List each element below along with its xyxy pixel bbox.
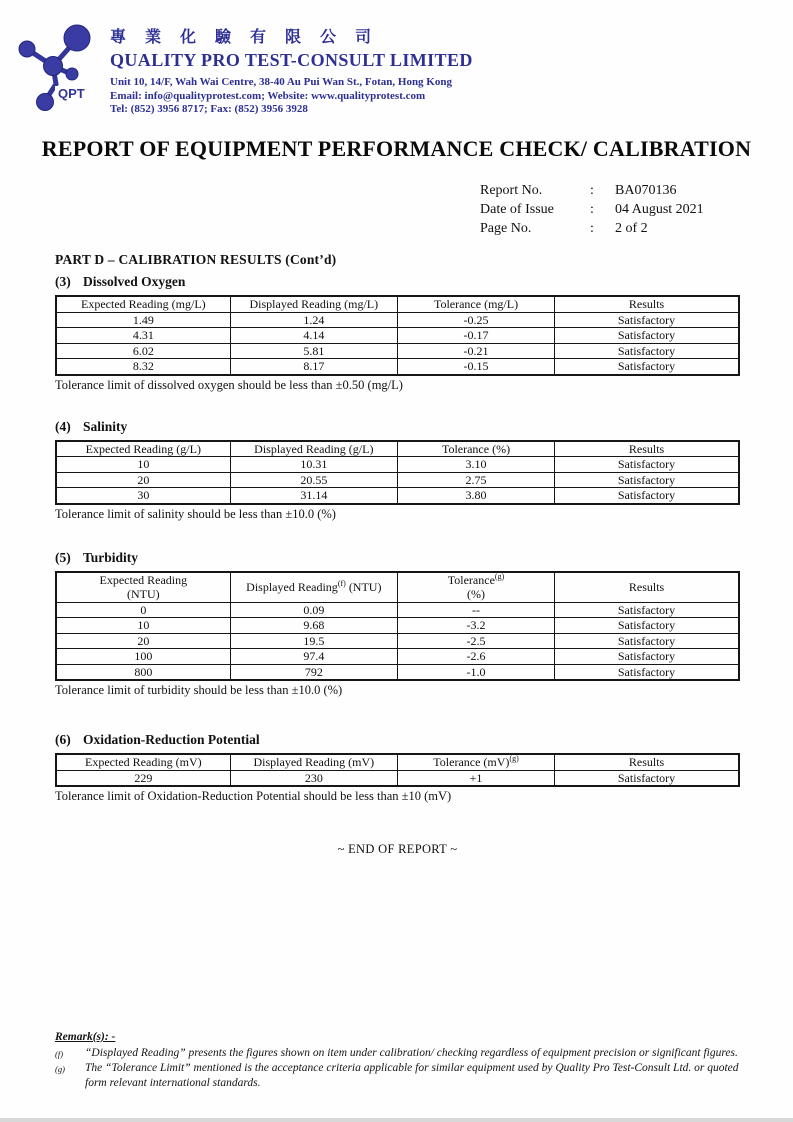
table-cell: Satisfactory <box>555 770 739 786</box>
table-cell: -2.5 <box>397 633 554 649</box>
table-cell: 100 <box>56 649 230 665</box>
section-title: Oxidation-Reduction Potential <box>83 732 260 747</box>
table-cell: Satisfactory <box>555 343 739 359</box>
table-cell: 19.5 <box>230 633 397 649</box>
logo-text: QPT <box>58 86 85 101</box>
data-row <box>56 649 739 665</box>
page-no-row <box>480 219 704 238</box>
data-row <box>56 312 739 328</box>
table-cell: Satisfactory <box>555 472 739 488</box>
table-cell: 30 <box>56 488 230 504</box>
column-header: Expected Reading (mV) <box>56 754 230 770</box>
table-cell: Satisfactory <box>555 664 739 680</box>
section-number: (3) <box>55 274 71 289</box>
table-cell: 0 <box>56 602 230 618</box>
data-row <box>56 457 739 473</box>
table-cell: 10 <box>56 457 230 473</box>
table-cell: 0.09 <box>230 602 397 618</box>
table-cell: 1.24 <box>230 312 397 328</box>
table-cell: 230 <box>230 770 397 786</box>
salinity-table <box>55 440 740 505</box>
table-cell: 229 <box>56 770 230 786</box>
table-cell: -0.21 <box>397 343 554 359</box>
tolerance-note: Tolerance limit of turbidity should be less than ±10.0 (%) <box>55 683 343 697</box>
data-row <box>56 633 739 649</box>
remark-text: The “Tolerance Limit” mentioned is the acceptance criteria applicable for similar equipment used by Quality Pro Test-Consult Ltd. or quoted form relevant international standards. <box>85 1062 739 1089</box>
company-name-english: QUALITY PRO TEST-CONSULT LIMITED <box>110 50 473 70</box>
remarks-block <box>55 1030 745 1090</box>
data-row <box>56 359 739 375</box>
section-turbidity <box>55 550 740 699</box>
report-no-label: Report No. <box>480 183 543 198</box>
table-cell: +1 <box>397 770 554 786</box>
table-cell: -3.2 <box>397 618 554 634</box>
table-cell: 20 <box>56 633 230 649</box>
page-no-label: Page No. <box>480 221 532 236</box>
table-cell: 3.80 <box>397 488 554 504</box>
remark-marker: (g) <box>55 1064 65 1074</box>
table-cell: 20 <box>56 472 230 488</box>
data-row <box>56 488 739 504</box>
column-header: Results <box>555 572 739 603</box>
column-header: Displayed Reading (g/L) <box>230 441 397 457</box>
data-row <box>56 343 739 359</box>
section-number: (4) <box>55 418 71 434</box>
turbidity-table <box>55 571 740 682</box>
table-cell: Satisfactory <box>555 649 739 665</box>
date-of-issue-label: Date of Issue <box>480 202 554 217</box>
date-of-issue-value: 04 August 2021 <box>615 202 704 217</box>
table-cell: Satisfactory <box>555 602 739 618</box>
letterhead <box>6 8 106 117</box>
data-row <box>56 472 739 488</box>
orp-table <box>55 753 740 787</box>
company-address: Unit 10, 14/F, Wah Wai Centre, 38-40 Au Pui Wan St., Fotan, Hong Kong <box>110 76 452 88</box>
section-title: Turbidity <box>83 549 139 565</box>
data-row <box>56 328 739 344</box>
section-salinity <box>55 419 740 522</box>
table-cell: 8.17 <box>230 359 397 375</box>
header-row <box>56 441 739 457</box>
page-no-separator: : <box>590 221 594 236</box>
date-of-issue-row <box>480 200 704 219</box>
table-cell: -0.17 <box>397 328 554 344</box>
page-bottom-scan-edge <box>0 1118 793 1122</box>
table-cell: 8.32 <box>56 359 230 375</box>
table-cell: 4.14 <box>230 328 397 344</box>
column-header: Displayed Reading (mg/L) <box>230 296 397 312</box>
table-cell: Satisfactory <box>555 312 739 328</box>
table-cell: 1.49 <box>56 312 230 328</box>
company-name-chinese: 專業化驗有限公司 <box>110 29 391 46</box>
dissolved-oxygen-table <box>55 295 740 376</box>
report-no-row <box>480 181 704 200</box>
tolerance-note: Tolerance limit of Oxidation-Reduction Potential should be less than ±10 (mV) <box>55 789 452 803</box>
table-cell: -0.25 <box>397 312 554 328</box>
data-row <box>56 618 739 634</box>
remark-item-f <box>55 1046 745 1062</box>
column-header: Displayed Reading$^{(f)}$ (NTU) <box>230 572 397 603</box>
part-d-heading: PART D – CALIBRATION RESULTS (Cont’d) <box>55 252 337 267</box>
report-no-separator: : <box>590 183 594 198</box>
table-cell: 800 <box>56 664 230 680</box>
company-logo-icon <box>6 8 106 112</box>
table-cell: 97.4 <box>230 649 397 665</box>
data-row <box>56 770 739 786</box>
tolerance-note: Tolerance limit of dissolved oxygen should be less than ±0.50 (mg/L) <box>55 377 403 392</box>
table-cell: 4.31 <box>56 328 230 344</box>
section-title: Salinity <box>83 418 128 434</box>
table-cell: Satisfactory <box>555 328 739 344</box>
table-cell: -0.15 <box>397 359 554 375</box>
section-heading <box>55 732 740 748</box>
table-cell: -2.6 <box>397 649 554 665</box>
remarks-heading: Remark(s): - <box>55 1031 116 1043</box>
table-cell: 10 <box>56 618 230 634</box>
table-cell: -1.0 <box>397 664 554 680</box>
company-email-website: Email: info@qualityprotest.com; Website: www.qualityprotest.com <box>110 89 426 102</box>
calibration-results <box>55 252 740 857</box>
report-info-block <box>480 181 704 238</box>
table-cell: 20.55 <box>230 472 397 488</box>
table-cell: Satisfactory <box>555 359 739 375</box>
column-header: Results <box>555 296 739 312</box>
column-header: Tolerance$^{(g)}$ (%) <box>397 572 554 603</box>
column-header: Results <box>555 754 739 770</box>
header-row <box>56 296 739 312</box>
column-header: Expected Reading (mg/L) <box>56 296 230 312</box>
data-row <box>56 664 739 680</box>
end-of-report-marker: ~ END OF REPORT ~ <box>337 842 458 856</box>
column-header: Tolerance (mg/L) <box>397 296 554 312</box>
table-cell: 3.10 <box>397 457 554 473</box>
table-cell: Satisfactory <box>555 488 739 504</box>
table-cell: 9.68 <box>230 618 397 634</box>
remark-item-g <box>55 1061 745 1090</box>
table-cell: 2.75 <box>397 472 554 488</box>
table-cell: Satisfactory <box>555 618 739 634</box>
section-oxidation-reduction-potential <box>55 732 740 804</box>
table-cell: 5.81 <box>230 343 397 359</box>
header-row <box>56 754 739 770</box>
section-heading <box>55 550 740 566</box>
table-cell: 792 <box>230 664 397 680</box>
remark-text: “Displayed Reading” presents the figures shown on item under calibration/ checking regardless of equipment precision or significant figures. <box>85 1046 738 1059</box>
column-header: Tolerance (%) <box>397 441 554 457</box>
data-row <box>56 602 739 618</box>
date-of-issue-separator: : <box>590 202 594 217</box>
report-no-value: BA070136 <box>615 183 677 198</box>
table-cell: 31.14 <box>230 488 397 504</box>
company-tel-fax: Tel: (852) 3956 8717; Fax: (852) 3956 3928 <box>110 103 308 115</box>
page-no-value: 2 of 2 <box>615 221 648 236</box>
section-heading <box>55 419 740 435</box>
column-header: Expected Reading (NTU) <box>56 572 230 603</box>
column-header: Expected Reading (g/L) <box>56 441 230 457</box>
section-title: Dissolved Oxygen <box>83 274 186 289</box>
table-cell: 6.02 <box>56 343 230 359</box>
section-dissolved-oxygen <box>55 274 740 393</box>
column-header: Tolerance (mV)$^{(g)}$ <box>397 754 554 770</box>
remark-marker: (f) <box>55 1048 64 1059</box>
table-cell: 10.31 <box>230 457 397 473</box>
table-cell: Satisfactory <box>555 457 739 473</box>
header-row <box>56 572 739 603</box>
column-header: Results <box>555 441 739 457</box>
section-heading <box>55 274 740 290</box>
section-number: (6) <box>55 732 71 747</box>
section-number: (5) <box>55 549 71 565</box>
table-cell: -- <box>397 602 554 618</box>
document-title: REPORT OF EQUIPMENT PERFORMANCE CHECK/ CALIBRATION <box>41 136 752 161</box>
table-cell: Satisfactory <box>555 633 739 649</box>
company-header <box>110 24 473 117</box>
tolerance-note: Tolerance limit of salinity should be less than ±10.0 (%) <box>55 506 336 521</box>
column-header: Displayed Reading (mV) <box>230 754 397 770</box>
